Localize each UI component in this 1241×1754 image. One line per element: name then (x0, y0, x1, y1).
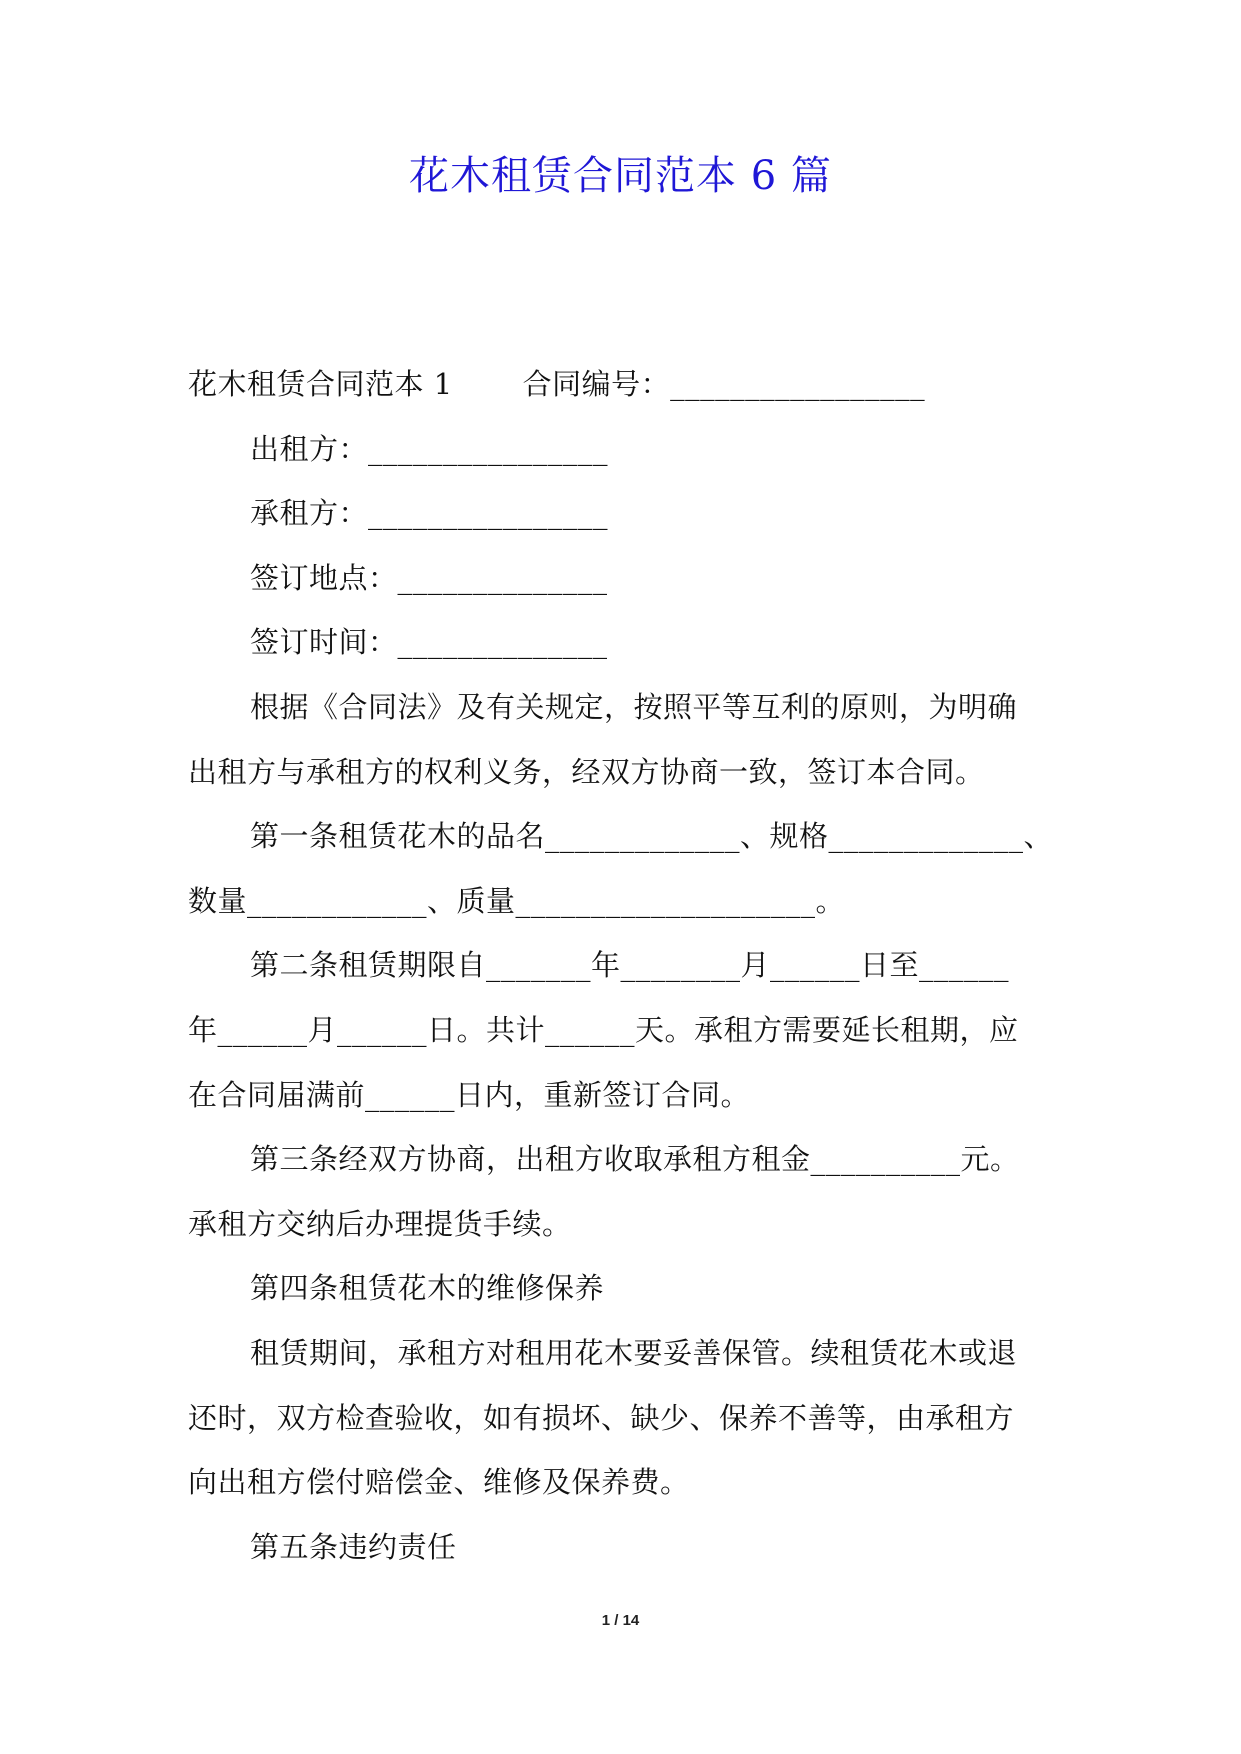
text-line: 数量____________、质量____________________。 (188, 883, 846, 918)
text-line: 第一条租赁花木的品名_____________、规格_____________、 (250, 819, 1054, 854)
document-title: 花木租赁合同范本 6 篇 (409, 153, 832, 199)
text-line: 承租方交纳后办理提货手续。 (188, 1206, 572, 1241)
text-line: 第三条经双方协商，出租方收取承租方租金__________元。 (250, 1142, 1020, 1177)
signing-place-field: 签订地点：______________ (250, 560, 608, 595)
signing-time-field: 签订时间：______________ (250, 625, 608, 660)
article-4-paragraph (188, 1321, 1068, 1515)
article-2-paragraph (188, 933, 1068, 1127)
article-5-heading: 第五条违约责任 (250, 1529, 457, 1564)
text-line: 第二条租赁期限自_______年________月______日至______ (250, 948, 1010, 983)
article-4-heading: 第四条租赁花木的维修保养 (250, 1271, 605, 1306)
lessor-field: 出租方：________________ (250, 431, 609, 466)
text-line: 在合同届满前______日内，重新签订合同。 (188, 1077, 751, 1112)
text-line: 还时，双方检查验收，如有损坏、缺少、保养不善等，由承租方 (188, 1400, 1015, 1435)
lessee-field: 承租方：________________ (250, 496, 609, 531)
article-3-paragraph (188, 1127, 1068, 1256)
text-line: 出租方与承租方的权利义务，经双方协商一致，签订本合同。 (188, 754, 985, 789)
text-line: 向出租方偿付赔偿金、维修及保养费。 (188, 1465, 690, 1500)
preamble-paragraph (188, 675, 1068, 804)
text-line: 租赁期间，承租方对租用花木要妥善保管。续租赁花木或退 (250, 1335, 1018, 1370)
page-number: 1 / 14 (601, 1612, 640, 1629)
contract-section-title: 花木租赁合同范本 1 (188, 367, 453, 401)
text-line: 根据《合同法》及有关规定，按照平等互利的原则，为明确 (250, 689, 1018, 724)
text-line: 年______月______日。共计______天。承租方需要延长租期，应 (188, 1012, 1019, 1047)
contract-number-field: 合同编号：_________________ (522, 367, 926, 401)
contract-header-line (188, 352, 1068, 417)
document-body (188, 352, 1068, 1579)
article-1-paragraph (188, 804, 1068, 933)
